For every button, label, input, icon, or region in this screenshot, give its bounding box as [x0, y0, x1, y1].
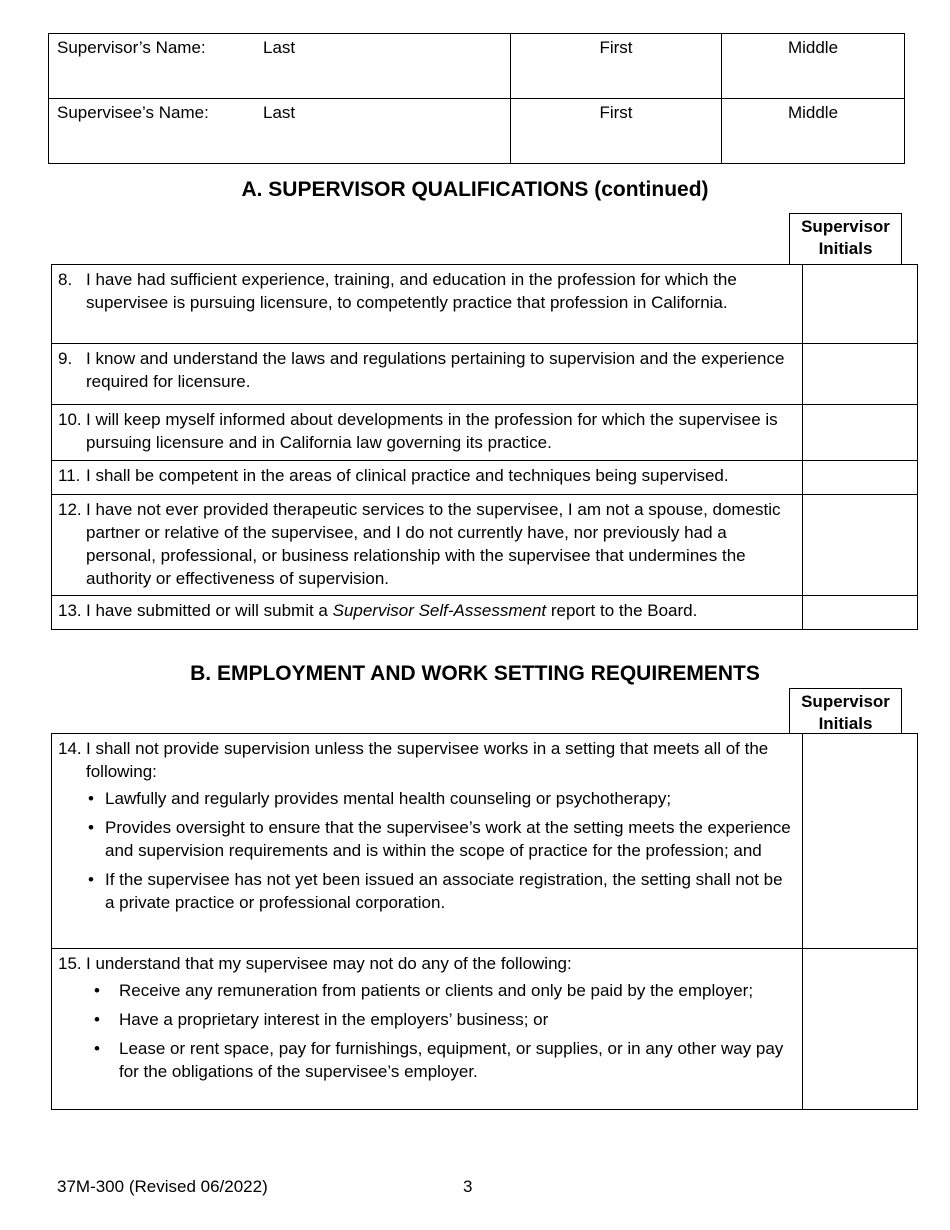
bullet-list [58, 979, 796, 1083]
supervisee-last-name-cell[interactable] [49, 99, 511, 164]
item-number: 13. [58, 601, 82, 620]
supervisor-last-name-cell[interactable] [49, 34, 511, 99]
initials-field-11[interactable] [803, 461, 918, 495]
initials-header-line2: Initials [818, 239, 873, 258]
page-number: 3 [463, 1177, 473, 1196]
first-label: First [599, 38, 633, 57]
form-id: 37M-300 (Revised 06/2022) [57, 1177, 268, 1196]
bullet-text: Lawfully and regularly provides mental health counseling or psychotherapy; [105, 789, 672, 808]
item-row [52, 344, 918, 405]
list-item [86, 868, 796, 914]
item-text: I have had sufficient experience, training, and education in the profession for which the supervisee is pursuing licensure, to competently practice that profession in California. [86, 270, 737, 312]
item-row [52, 734, 918, 949]
item-number: 8. [58, 270, 73, 289]
initials-header-line1: Supervisor [801, 692, 890, 711]
middle-label: Middle [787, 103, 839, 122]
list-item [92, 979, 796, 1002]
supervisor-name-row [49, 34, 905, 99]
first-label: First [599, 103, 633, 122]
bullet-text: Have a proprietary interest in the employers’ business; or [119, 1010, 549, 1029]
supervisor-middle-name-cell[interactable] [722, 34, 905, 99]
initials-field-14[interactable] [803, 734, 918, 949]
section-a-table [51, 264, 918, 630]
list-item [86, 787, 796, 810]
item-number: 11. [58, 466, 81, 485]
supervisee-middle-name-cell[interactable] [722, 99, 905, 164]
initials-field-9[interactable] [803, 344, 918, 405]
list-item [92, 1037, 796, 1083]
bullet-text: Receive any remuneration from patients or clients and only be paid by the employer; [119, 981, 754, 1000]
list-item [92, 1008, 796, 1031]
initials-header-line2: Initials [818, 714, 873, 733]
item-number: 9. [58, 349, 73, 368]
initials-field-15[interactable] [803, 949, 918, 1110]
item-text-part: I have submitted or will submit a [86, 601, 333, 620]
item-row [52, 405, 918, 461]
item-number: 14. [58, 739, 82, 758]
bullet-icon: • [94, 1039, 100, 1058]
item-text: I have not ever provided therapeutic services to the supervisee, I am not a spouse, domestic partner or relative of the supervisee, and I do not currently have, nor previously had a personal, professional, or business relationship with the supervisee that undermines the authority or effectiveness of supervision. [86, 500, 781, 588]
bullet-icon: • [94, 1010, 100, 1029]
last-label: Last [263, 38, 296, 57]
bullet-icon: • [88, 870, 94, 889]
bullet-text: If the supervisee has not yet been issued an associate registration, the setting shall not be a private practice or professional corporation. [105, 870, 783, 912]
supervisor-name-label: Supervisor’s Name: [57, 38, 206, 57]
section-b-table [51, 733, 918, 1110]
section-b-initials-header [789, 688, 902, 734]
bullet-icon: • [88, 789, 94, 808]
item-number: 10. [58, 410, 82, 429]
list-item [86, 816, 796, 862]
names-table [48, 33, 905, 164]
middle-label: Middle [787, 38, 839, 57]
initials-field-10[interactable] [803, 405, 918, 461]
item-text: I know and understand the laws and regulations pertaining to supervision and the experience required for licensure. [86, 349, 785, 391]
supervisee-first-name-cell[interactable] [511, 99, 722, 164]
item-number: 15. [58, 954, 82, 973]
supervisor-first-name-cell[interactable] [511, 34, 722, 99]
bullet-text: Provides oversight to ensure that the supervisee’s work at the setting meets the experience and supervision requirements and is within the scope of practice for the profession; and [105, 818, 791, 860]
item-row [52, 461, 918, 495]
supervisee-name-label: Supervisee’s Name: [57, 103, 209, 122]
bullet-icon: • [94, 981, 100, 1000]
item-row [52, 265, 918, 344]
last-label: Last [263, 103, 296, 122]
self-assessment-title: Supervisor Self-Assessment [332, 601, 547, 620]
item-row [52, 596, 918, 630]
item-text: I shall be competent in the areas of clinical practice and techniques being supervised. [86, 466, 729, 485]
bullet-text: Lease or rent space, pay for furnishings, equipment, or supplies, or in any other way pay for the obligations of the supervisee’s employer. [119, 1039, 784, 1081]
initials-field-13[interactable] [803, 596, 918, 630]
item-text-part: report to the Board. [546, 601, 698, 620]
section-a-title: A. SUPERVISOR QUALIFICATIONS (continued) [241, 178, 709, 201]
item-text: I will keep myself informed about developments in the profession for which the supervisee is pursuing licensure and in California law governing its practice. [86, 410, 778, 452]
bullet-list [58, 787, 796, 914]
section-a-initials-header [789, 213, 902, 265]
supervisee-name-row [49, 99, 905, 164]
bullet-icon: • [88, 818, 94, 837]
initials-header-line1: Supervisor [801, 217, 890, 236]
item-text: I understand that my supervisee may not do any of the following: [86, 954, 572, 973]
initials-field-8[interactable] [803, 265, 918, 344]
item-text: I shall not provide supervision unless the supervisee works in a setting that meets all of the following: [86, 739, 769, 781]
initials-field-12[interactable] [803, 495, 918, 596]
item-row [52, 949, 918, 1110]
item-row [52, 495, 918, 596]
item-text [86, 599, 796, 622]
section-b-title: B. EMPLOYMENT AND WORK SETTING REQUIREMENTS [190, 662, 760, 685]
item-number: 12. [58, 500, 82, 519]
